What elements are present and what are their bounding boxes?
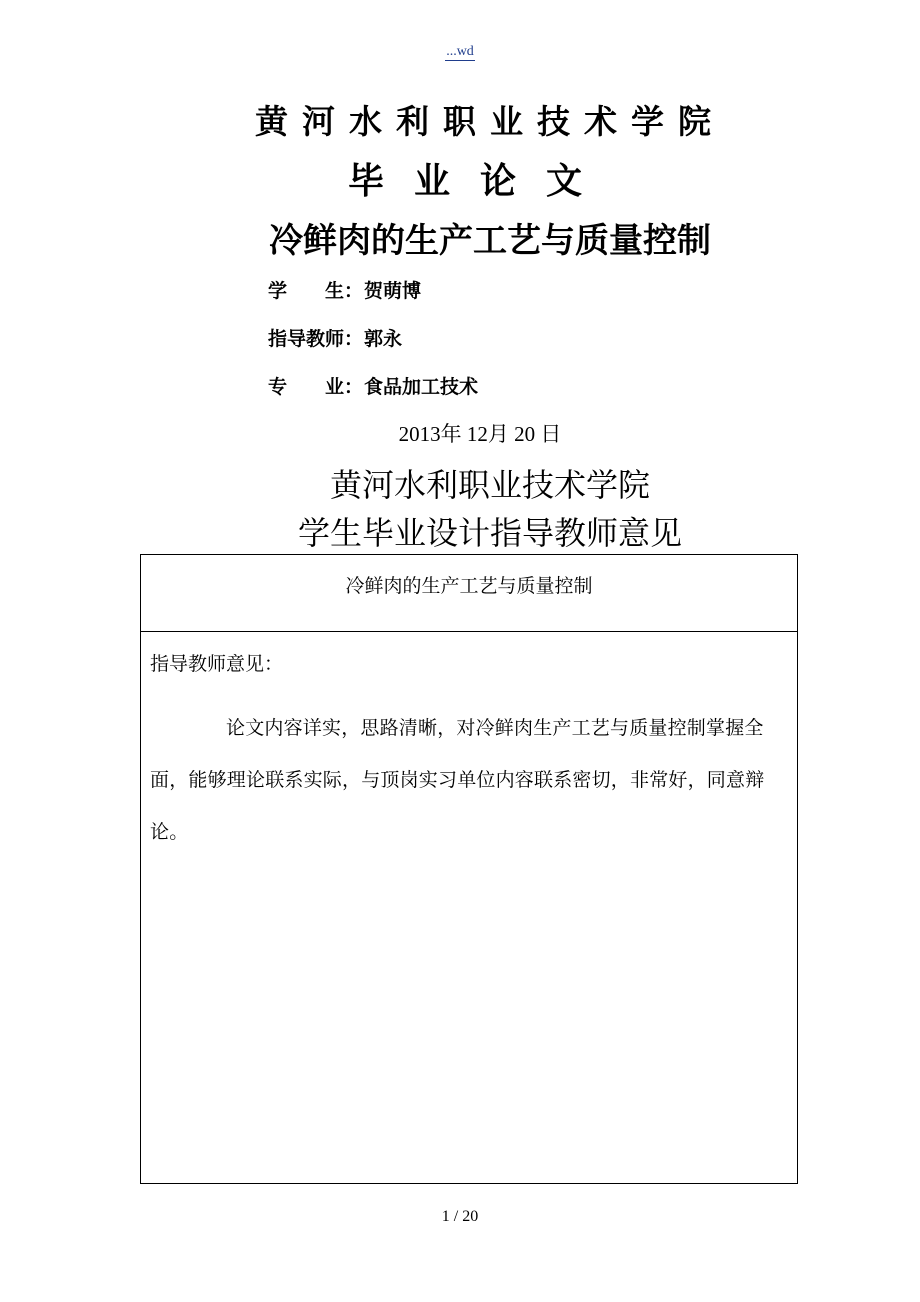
cover-doc-type: 毕业论文 — [347, 161, 612, 202]
page-number: 1 / 20 — [441, 1208, 479, 1225]
cover-school-title: 黄河水利职业技术学院 — [255, 102, 725, 141]
opinion-form-title: 学生毕业设计指导教师意见 — [297, 514, 682, 552]
advisor-label: 指导教师： — [268, 328, 364, 350]
advisor-opinion-label: 指导教师意见： — [150, 653, 284, 675]
table-topic: 冷鲜肉的生产工艺与质量控制 — [345, 575, 593, 597]
advisor-value: 郭永 — [364, 328, 403, 350]
major-value: 食品加工技术 — [364, 376, 479, 398]
opinion-table — [140, 554, 798, 1184]
cover-date: 2013年 12月 20 日 — [398, 422, 562, 446]
student-value: 贺萌博 — [364, 280, 422, 302]
major-label: 专 业： — [268, 376, 364, 398]
advisor-row — [268, 326, 402, 352]
header-mark — [0, 42, 920, 62]
table-divider — [140, 631, 798, 632]
advisor-comment: 论文内容详实，思路清晰，对冷鲜肉生产工艺与质量控制掌握全面，能够理论联系实际，与顶岗实习单位内容联系密切，非常好，同意辩论。 — [150, 717, 765, 843]
student-row — [268, 278, 421, 304]
cover-topic: 冷鲜肉的生产工艺与质量控制 — [269, 221, 711, 261]
major-row — [268, 374, 478, 400]
student-label: 学 生： — [268, 280, 364, 302]
opinion-school-title: 黄河水利职业技术学院 — [329, 466, 650, 504]
header-mark-text: ...wd — [446, 44, 474, 59]
